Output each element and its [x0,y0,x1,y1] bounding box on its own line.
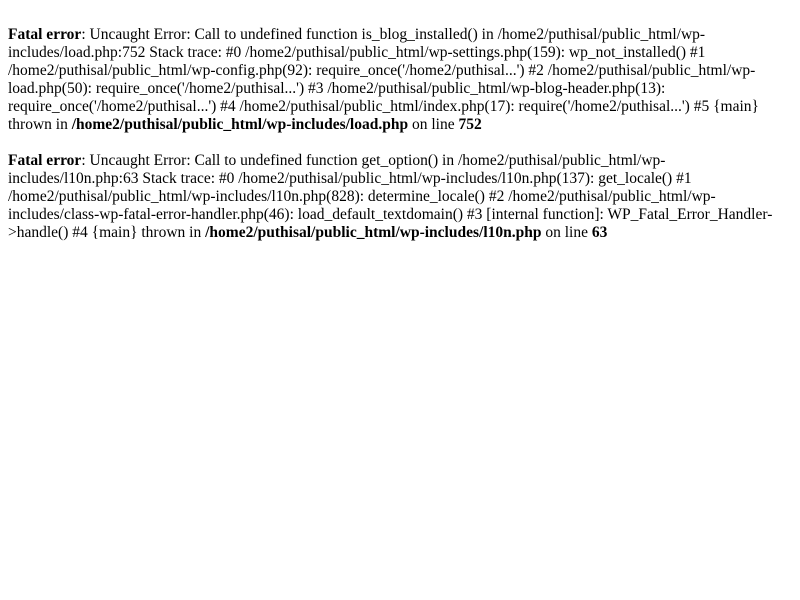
error-label: Fatal error [8,152,82,169]
error-page [0,0,800,242]
on-line-text: on line [408,116,459,133]
error-file-path: /home2/puthisal/public_html/wp-includes/load.php [71,116,409,133]
error-message-text: : Uncaught Error: Call to undefined function get_option() in /home2/puthisal/public_html/wp-includes/l10n.php:63 Stack trace: #0 /home2/puthisal/public_html/wp-includes/l10n.php(137): get_locale() #1 /home2/puthisal/public_html/wp-includes/l10n.php(828): determine_locale() #2 /home2/puthisal/public_html/wp-includes/class-wp-fatal-error-handler.php(46): load_default_textdomain() #3 [internal function]: WP_Fatal_Error_Handler->handle() #4 {main} thrown in [8,152,773,241]
error-message-text: : Uncaught Error: Call to undefined function is_blog_installed() in /home2/puthisal/public_html/wp-includes/load.php:752 Stack trace: #0 /home2/puthisal/public_html/wp-settings.php(159): wp_not_installed() #1 /home2/puthisal/public_html/wp-config.php(92): require_once('/home2/puthisal...') #2 /home2/puthisal/public_html/wp-load.php(50): require_once('/home2/puthisal...') #3 /home2/puthisal/public_html/wp-blog-header.php(13): require_once('/home2/puthisal...') #4 /home2/puthisal/public_html/index.php(17): require('/home2/puthisal...') #5 {main} thrown in [8,26,759,133]
error-label: Fatal error [8,26,82,43]
on-line-text: on line [541,224,592,241]
error-line-number: 752 [458,116,482,133]
error-line-number: 63 [591,224,608,241]
error-file-path: /home2/puthisal/public_html/wp-includes/l10n.php [205,224,542,241]
fatal-error-message [8,152,792,242]
fatal-error-message [8,26,792,134]
